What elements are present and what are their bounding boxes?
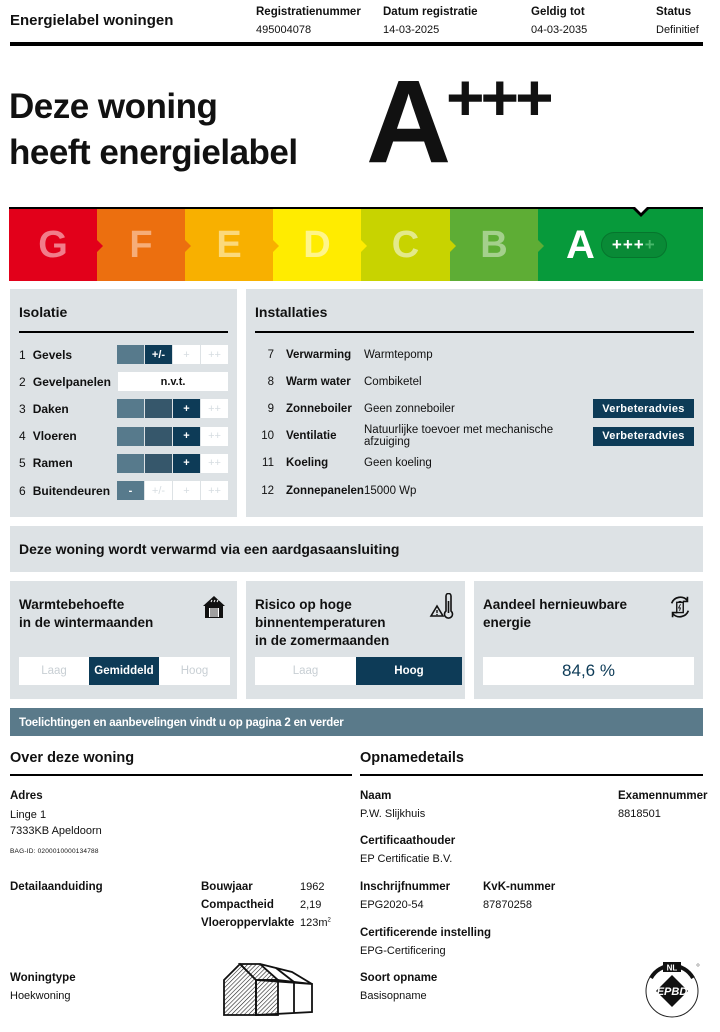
card-title-line: Risico op hoge — [255, 597, 352, 612]
rating-cell-selected: + — [173, 454, 200, 473]
over-deze-woning-heading: Over deze woning — [10, 750, 135, 766]
row-number: 3 — [19, 401, 26, 416]
panel-title: Isolatie — [19, 304, 68, 320]
class-letter: F — [129, 223, 153, 266]
scale-option-hoog: Hoog — [159, 657, 230, 685]
isolatie-row-ramen — [19, 450, 228, 477]
status-field — [656, 6, 699, 36]
energy-label-plus: +++ — [446, 60, 550, 134]
rating-cell-selected: +/- — [145, 345, 172, 364]
scale-option-gemiddeld-selected: Gemiddeld — [89, 657, 159, 685]
class-letter: D — [303, 223, 331, 266]
kvk-nummer-value: 87870258 — [483, 899, 532, 911]
rating-cell: +/- — [145, 481, 172, 500]
logo-epbd-text: EPBD — [656, 986, 688, 998]
certificaathouder-value: EP Certificatie B.V. — [360, 853, 453, 865]
vloeroppervlakte-label: Vloeroppervlakte — [201, 917, 295, 929]
card-title — [255, 596, 456, 650]
vloer-unit-sup: 2 — [327, 917, 331, 924]
field-value: 04-03-2035 — [531, 24, 588, 36]
row-name: Warm water — [286, 375, 351, 388]
row-number: 4 — [19, 429, 26, 444]
row-value: Geen koeling — [364, 457, 432, 470]
installatie-row-zonneboiler — [255, 395, 694, 422]
isolatie-panel — [10, 289, 237, 517]
vloeroppervlakte-value — [300, 917, 331, 929]
rating-cell: + — [173, 481, 200, 500]
not-applicable-value: n.v.t. — [118, 372, 228, 391]
row-number: 11 — [262, 457, 274, 470]
energy-class-g — [9, 209, 97, 281]
hero-heading — [9, 84, 298, 176]
rating-cell: + — [173, 345, 200, 364]
row-number: 8 — [267, 375, 274, 388]
scale-option-laag: Laag — [255, 657, 356, 685]
inschrijfnummer-label: Inschrijfnummer — [360, 881, 451, 893]
row-number: 6 — [19, 483, 26, 498]
field-label: Registratienummer — [256, 6, 361, 18]
row-number: 5 — [19, 456, 26, 471]
field-label: Datum registratie — [383, 6, 478, 18]
row-name: Ventilatie — [286, 430, 337, 443]
risico-zomer-card — [246, 581, 465, 699]
chevron-right-icon — [184, 239, 191, 253]
row-value: 15000 Wp — [364, 484, 417, 497]
rating-scale — [117, 427, 228, 446]
house-heating-icon — [201, 593, 227, 621]
woningtype-label: Woningtype — [10, 972, 76, 984]
hernieuwbare-energie-card — [474, 581, 703, 699]
class-letter: C — [391, 223, 420, 266]
rating-scale — [117, 481, 228, 500]
field-value: 14-03-2025 — [383, 24, 440, 36]
rating-cell — [145, 454, 172, 473]
hoekwoning-house-icon — [222, 960, 316, 1020]
energy-class-c — [361, 209, 450, 281]
naam-value: P.W. Slijkhuis — [360, 808, 426, 820]
row-number: 2 — [19, 374, 26, 389]
registratienummer-field — [256, 6, 361, 36]
class-letter: A — [566, 222, 595, 267]
card-title-line: Warmtebehoefte — [19, 597, 125, 612]
rating-scale — [117, 454, 228, 473]
examennummer-label: Examennummer — [618, 790, 708, 802]
card-title-line: binnentemperaturen — [255, 615, 386, 630]
scale-option-hoog-selected: Hoog — [356, 657, 462, 685]
energy-class-a-active — [538, 209, 703, 281]
divider — [255, 331, 694, 333]
warmtebehoefte-scale — [19, 657, 230, 685]
document-title: Energielabel woningen — [10, 12, 174, 29]
rating-cell — [117, 399, 144, 418]
rating-cell: ++ — [201, 427, 228, 446]
verbeteradvies-ventilatie-button[interactable]: Verbeteradvies — [593, 427, 694, 446]
row-value: Natuurlijke toevoer met mechanische afzuiging — [364, 424, 554, 449]
soort-opname-value: Basisopname — [360, 990, 427, 1002]
bouwjaar-label: Bouwjaar — [201, 881, 253, 893]
installatie-row-zonnepanelen — [255, 477, 694, 504]
energy-class-f — [97, 209, 185, 281]
hero-line-1: Deze woning — [9, 87, 218, 126]
chevron-right-icon — [360, 239, 367, 253]
kvk-nummer-label: KvK-nummer — [483, 881, 556, 893]
isolatie-row-buitendeuren — [19, 477, 228, 504]
divider — [19, 331, 228, 333]
chevron-right-icon — [449, 239, 456, 253]
installaties-panel — [246, 289, 703, 517]
gas-connection-notice: Deze woning wordt verwarmd via een aardgasaansluiting — [10, 526, 703, 572]
bouwjaar-value: 1962 — [300, 881, 325, 893]
row-name: Zonneboiler — [286, 402, 352, 415]
rating-cell: ++ — [201, 399, 228, 418]
card-title-line: in de zomermaanden — [255, 633, 390, 648]
card-title-line: Aandeel hernieuwbare — [483, 597, 628, 612]
energy-class-b — [450, 209, 538, 281]
class-letter: E — [216, 223, 242, 266]
risico-scale — [255, 657, 462, 685]
examennummer-value: 8818501 — [618, 808, 661, 820]
renewable-share-value: 84,6 % — [483, 657, 694, 685]
adres-city: 7333KB Apeldoorn — [10, 825, 102, 837]
soort-opname-label: Soort opname — [360, 972, 438, 984]
epbd-nl-logo-icon — [641, 958, 703, 1020]
isolatie-row-gevels — [19, 341, 228, 368]
installatie-row-verwarming — [255, 341, 694, 368]
isolatie-row-gevelpanelen — [19, 368, 228, 395]
class-letter: B — [480, 223, 508, 266]
card-title — [19, 596, 228, 632]
row-number: 12 — [261, 484, 274, 497]
warmtebehoefte-card — [10, 581, 237, 699]
rating-cell-selected: - — [117, 481, 144, 500]
field-value: Definitief — [656, 24, 699, 36]
scale-option-laag: Laag — [19, 657, 89, 685]
compactheid-value: 2,19 — [300, 899, 322, 911]
rating-cell-selected: + — [173, 427, 200, 446]
detailaanduiding-label: Detailaanduiding — [10, 881, 103, 893]
isolatie-row-daken — [19, 395, 228, 422]
adres-street: Linge 1 — [10, 809, 47, 821]
plus-active: +++ — [611, 235, 645, 254]
logo-nl-text: NL — [666, 963, 678, 973]
active-class-pointer-icon — [631, 207, 651, 217]
adres-label: Adres — [10, 790, 43, 802]
row-name: Zonnepanelen — [286, 484, 364, 497]
rating-cell-selected: + — [173, 399, 200, 418]
rating-cell — [145, 427, 172, 446]
row-name: Gevels — [32, 347, 73, 362]
card-title-line: energie — [483, 615, 532, 630]
verbeteradvies-zonneboiler-button[interactable]: Verbeteradvies — [593, 399, 694, 418]
compactheid-label: Compactheid — [201, 899, 274, 911]
row-name: Vloeren — [32, 429, 77, 444]
rating-cell — [117, 454, 144, 473]
energy-class-e — [185, 209, 273, 281]
energy-class-d — [273, 209, 361, 281]
rating-scale — [117, 399, 228, 418]
divider — [360, 774, 703, 776]
plus-inactive: + — [644, 235, 656, 254]
vloer-number: 123m — [300, 917, 328, 929]
row-number: 9 — [267, 402, 274, 415]
isolatie-row-vloeren — [19, 423, 228, 450]
installatie-row-ventilatie — [255, 423, 694, 450]
bag-id: BAG-ID: 0200010000134788 — [10, 848, 99, 855]
certificaathouder-label: Certificaathouder — [360, 835, 456, 847]
row-number: 1 — [19, 347, 26, 362]
field-value: 495004078 — [256, 24, 312, 36]
certificerende-instelling-label: Certificerende instelling — [360, 927, 492, 939]
row-number: 7 — [267, 348, 274, 361]
field-label: Geldig tot — [531, 6, 585, 18]
datum-registratie-field — [383, 6, 478, 36]
divider — [10, 774, 352, 776]
rating-scale — [117, 345, 228, 364]
row-name: Ramen — [32, 456, 73, 471]
rating-cell: ++ — [201, 481, 228, 500]
panel-title: Installaties — [255, 304, 328, 320]
class-letter: G — [38, 223, 68, 266]
warning-thermometer-icon — [429, 593, 455, 621]
row-name: Gevelpanelen — [32, 374, 111, 389]
energy-label-letter: A — [366, 56, 452, 188]
rating-cell — [117, 427, 144, 446]
chevron-right-icon — [537, 239, 544, 253]
renewable-battery-icon — [667, 593, 693, 621]
rating-cell — [145, 399, 172, 418]
energy-scale-bar — [9, 207, 703, 281]
rating-cell — [117, 345, 144, 364]
row-value: Geen zonneboiler — [364, 402, 455, 415]
card-title-line: in de wintermaanden — [19, 615, 154, 630]
toelichting-banner: Toelichtingen en aanbevelingen vindt u op pagina 2 en verder — [10, 708, 703, 736]
chevron-right-icon — [96, 239, 103, 253]
row-name: Verwarming — [286, 348, 352, 361]
document-header — [10, 0, 703, 46]
chevron-right-icon — [272, 239, 279, 253]
installatie-row-warm-water — [255, 368, 694, 395]
inschrijfnummer-value: EPG2020-54 — [360, 899, 424, 911]
installatie-row-koeling — [255, 450, 694, 477]
naam-label: Naam — [360, 790, 392, 802]
plus-rating-pill — [601, 232, 667, 258]
hero-line-2: heeft energielabel — [9, 133, 298, 172]
woningtype-value: Hoekwoning — [10, 990, 71, 1002]
geldig-tot-field — [531, 6, 587, 36]
row-name: Buitendeuren — [32, 483, 111, 498]
row-number: 10 — [261, 430, 274, 443]
row-name: Koeling — [286, 457, 329, 470]
row-value: Combiketel — [364, 375, 422, 388]
row-value: Warmtepomp — [364, 348, 433, 361]
rating-cell: ++ — [201, 454, 228, 473]
opnamedetails-heading: Opnamedetails — [360, 750, 464, 766]
row-name: Daken — [32, 401, 69, 416]
rating-cell: ++ — [201, 345, 228, 364]
certificerende-instelling-value: EPG-Certificering — [360, 945, 446, 957]
card-title — [483, 596, 694, 632]
field-label: Status — [656, 6, 692, 18]
